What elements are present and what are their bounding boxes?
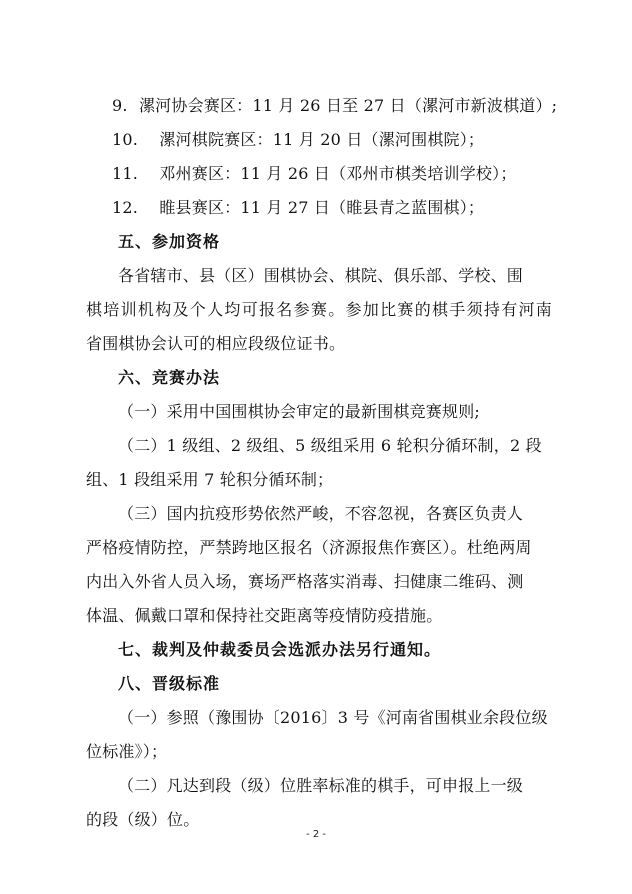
section-heading-competition-method: 六、竞赛办法 [118,368,221,387]
venue-text: 睢县赛区：11 月 27 日（睢县青之蓝围棋）； [159,198,485,217]
paragraph-line: 组、1 段组采用 7 轮积分循环制； [86,470,334,489]
paragraph-line: 省围棋协会认可的相应段级位证书。 [86,334,346,353]
paragraph-line: （一）参照（豫围协〔2016〕3 号《河南省围棋业余段位级 [118,708,548,727]
paragraph-line: 体温、佩戴口罩和保持社交距离等疫情防疫措施。 [86,606,443,625]
venue-number: 9. [112,96,128,115]
section-heading-promotion-standards: 八、晋级标准 [118,674,221,693]
venue-item-10 [112,130,484,150]
venue-text: 漯河棋院赛区：11 月 20 日（漯河围棋院）； [159,130,485,149]
paragraph-line: （二）1 级组、2 级组、5 级组采用 6 轮积分循环制，2 段 [118,436,542,455]
paragraph-line: 各省辖市、县（区）围棋协会、棋院、俱乐部、学校、围 [118,266,524,285]
paragraph-line: 的段（级）位。 [86,810,200,829]
page-number: - 2 - [306,829,326,840]
section-heading-eligibility: 五、参加资格 [118,232,221,251]
paragraph-line: 内出入外省人员入场，赛场严格落实消毒、扫健康二维码、测 [86,572,524,591]
venue-text: 邓州赛区：11 月 26 日（邓州市棋类培训学校）； [159,164,517,183]
venue-number: 11. [112,164,139,183]
venue-number: 12. [112,198,139,217]
venue-item-11 [112,164,517,184]
paragraph-line: 棋培训机构及个人均可报名参赛。参加比赛的棋手须持有河南 [86,300,554,319]
paragraph-line: 严格疫情防控，严禁跨地区报名（济源报焦作赛区）。杜绝两周 [86,538,532,557]
paragraph-line: （三）国内抗疫形势依然严峻，不容忽视，各赛区负责人 [118,504,524,523]
section-heading-referees: 七、裁判及仲裁委员会选派办法另行通知。 [118,640,442,659]
venue-text: 漯河协会赛区：11 月 26 日至 27 日（漯河市新波棋道）; [138,96,558,115]
paragraph-line: （一）采用中国围棋协会审定的最新围棋竞赛规则; [118,402,480,421]
paragraph-line: 位标准》）； [86,742,168,761]
venue-number: 10. [112,130,139,149]
paragraph-line: （二）凡达到段（级）位胜率标准的棋手，可申报上一级 [118,776,524,795]
venue-item-12 [112,198,484,218]
venue-item-9 [112,96,557,116]
